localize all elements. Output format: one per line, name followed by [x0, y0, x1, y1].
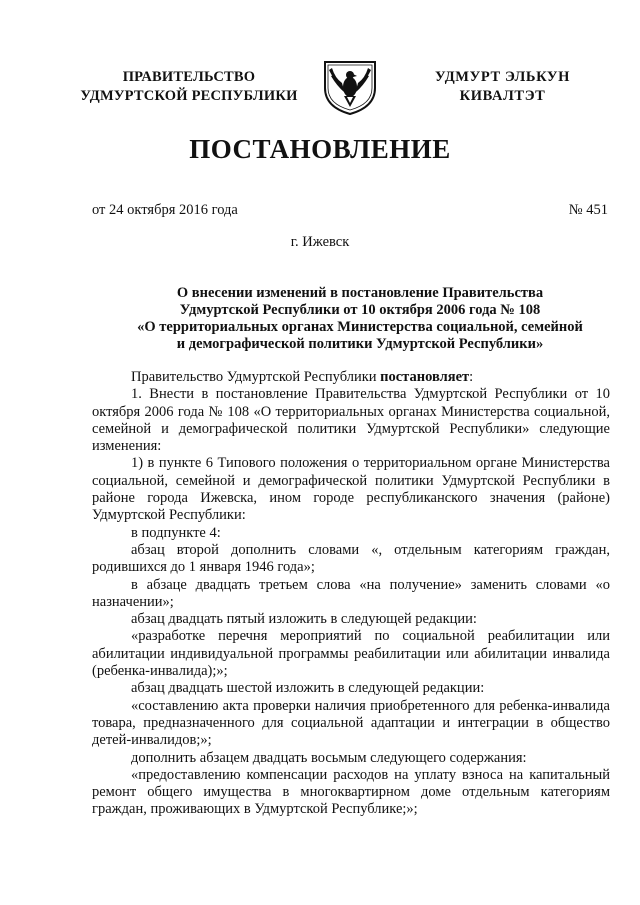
intro-prefix: Правительство Удмуртской Республики: [131, 369, 381, 385]
subject-line: и демографической политики Удмуртской Республики»: [176, 336, 544, 352]
body-paragraph: «предоставлению компенсации расходов на уплату взноса на капитальный ремонт общего имущества в многоквартирном доме отдельным категориям граждан, проживающих в Удмуртской Республике;»;: [92, 766, 610, 818]
document-subject: [120, 285, 600, 353]
intro-suffix: :: [469, 369, 474, 385]
body-paragraph: 1) в пункте 6 Типового положения о территориальном органе Министерства социальной, семейной и демографической политики Удмуртской Республики в районе города Ижевска, ином городе республиканского значения (районе) Удмуртской Республики:: [92, 455, 610, 524]
document-number: № 451: [568, 202, 608, 218]
document-body: [92, 369, 610, 819]
document-city: г. Ижевск: [290, 234, 350, 250]
header-right: [410, 68, 595, 106]
body-paragraph: в подпункте 4:: [131, 524, 221, 541]
document-title: ПОСТАНОВЛЕНИЕ: [189, 134, 451, 164]
body-paragraph: абзац двадцать шестой изложить в следующей редакции:: [131, 680, 485, 697]
header-left: [60, 68, 318, 106]
subject-line: «О территориальных органах Министерства социальной, семейной: [137, 319, 583, 335]
subject-line: О внесении изменений в постановление Правительства: [176, 285, 544, 301]
header-left-line1: ПРАВИТЕЛЬСТВО: [122, 69, 256, 85]
document-date: от 24 октября 2016 года: [92, 202, 238, 218]
body-paragraph: 1. Внести в постановление Правительства Удмуртской Республики от 10 октября 2006 года № 108 «О территориальных органах Министерства социальной, семейной и демографической политики Удмуртской Республики» следующие изменения:: [92, 386, 610, 455]
coat-of-arms-icon: [322, 58, 378, 116]
header-right-line2: КИВАЛТЭТ: [459, 88, 546, 104]
header-right-line1: УДМУРТ ЭЛЬКУН: [434, 69, 571, 85]
body-paragraph: «составлению акта проверки наличия приобретенного для ребенка-инвалида товара, предназначенного для социальной адаптации и интеграции в общество детей-инвалидов;»;: [92, 697, 610, 749]
intro-paragraph: [92, 369, 610, 386]
intro-bold: постановляет: [380, 369, 470, 385]
header-left-line2: УДМУРТСКОЙ РЕСПУБЛИКИ: [80, 88, 298, 104]
subject-line: Удмуртской Республики от 10 октября 2006 года № 108: [179, 302, 541, 318]
body-paragraph: в абзаце двадцать третьем слова «на получение» заменить словами «о назначении»;: [92, 576, 610, 610]
body-paragraph: абзац второй дополнить словами «, отдельным категориям граждан, родившихся до 1 января 1946 года»;: [92, 541, 610, 576]
body-paragraph: абзац двадцать пятый изложить в следующей редакции:: [131, 611, 477, 628]
body-paragraph: «разработке перечня мероприятий по социальной реабилитации или абилитации индивидуальной программы реабилитации или абилитации инвалида (ребенка-инвалида);»;: [92, 628, 610, 680]
body-paragraph: дополнить абзацем двадцать восьмым следующего содержания:: [131, 749, 527, 766]
